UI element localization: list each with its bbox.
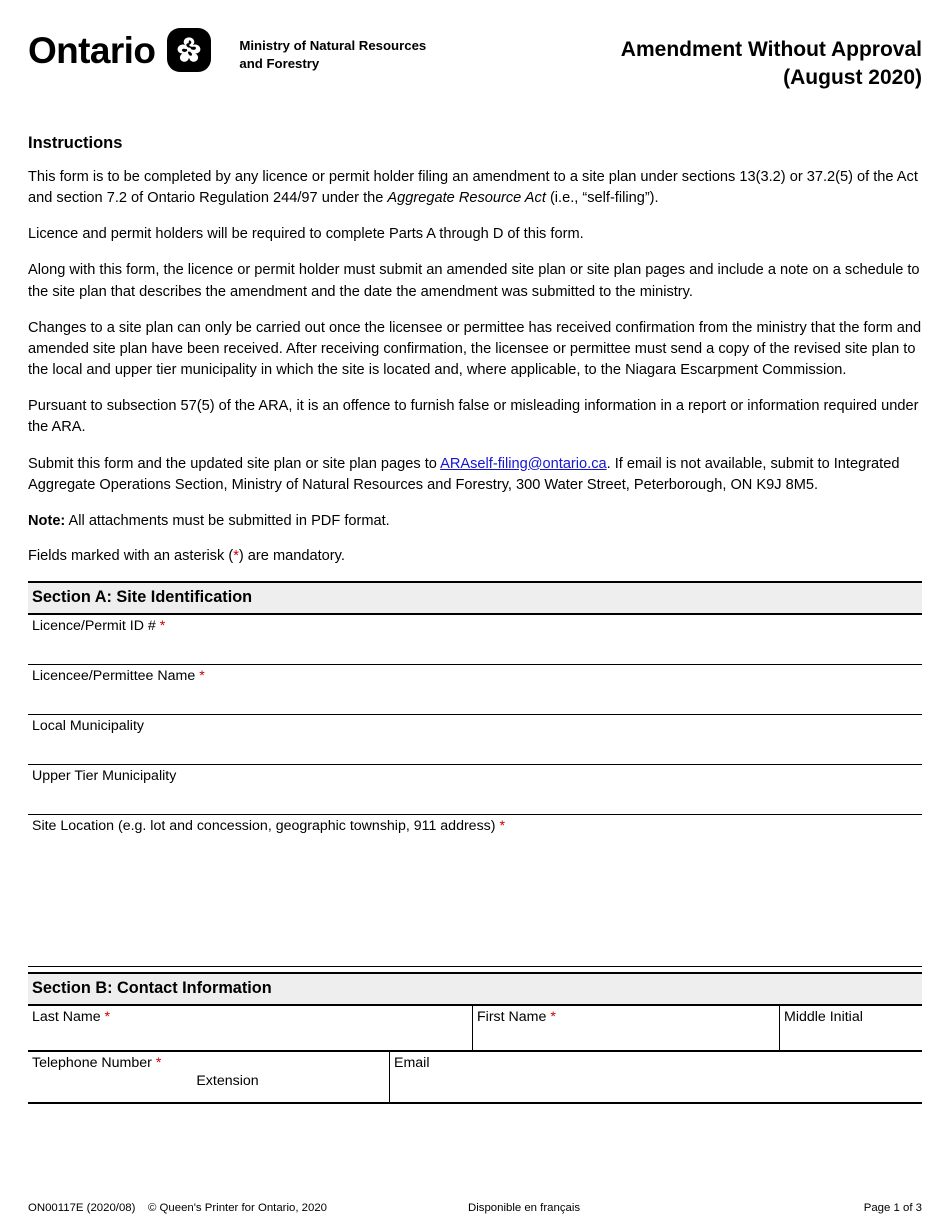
instructions-note: [28, 511, 922, 532]
field-label: [32, 768, 922, 784]
mandatory-fields-note: [28, 546, 922, 567]
field-label: [32, 718, 922, 734]
instructions-p1-part-b: (i.e., “self-filing”).: [545, 190, 659, 207]
footer-copyright: © Queen's Printer for Ontario, 2020: [148, 1202, 327, 1214]
required-asterisk: *: [159, 618, 166, 635]
field-middle-initial[interactable]: [780, 1006, 922, 1050]
instructions-paragraph-6: [28, 454, 922, 496]
instructions-paragraph-2: Licence and permit holders will be required to complete Parts A through D of this form.: [28, 226, 584, 243]
mandatory-note-part-a: Fields marked with an asterisk (: [28, 548, 234, 565]
contact-phone-email-row: [28, 1052, 922, 1104]
label-text: Telephone Number: [32, 1055, 156, 1072]
label-text: Email: [394, 1055, 430, 1072]
footer-form-id: ON00117E (2020/08): [28, 1202, 136, 1214]
required-asterisk: *: [155, 1055, 162, 1072]
instructions-p1-part-a: This form is to be completed by any licence or permit holder filing an amendment to a site plan under sections 13(3.2) or 37.2(5) of the Act and section 7.2 of Ontario Regulation 244/97 under the: [28, 169, 918, 207]
field-first-name[interactable]: [473, 1006, 780, 1050]
contact-name-row: [28, 1006, 922, 1052]
field-upper-tier-municipality[interactable]: [28, 765, 922, 815]
required-asterisk: *: [104, 1009, 111, 1026]
instructions-paragraph-1: [28, 167, 922, 209]
ontario-wordmark: Ontario: [28, 29, 156, 71]
instructions-p1-italic-act: Aggregate Resource Act: [387, 190, 546, 207]
label-text: Middle Initial: [784, 1009, 863, 1026]
label-text: Upper Tier Municipality: [32, 768, 177, 785]
label-text: First Name: [477, 1009, 551, 1026]
ontario-brand: [28, 28, 211, 72]
note-label: Note:: [28, 512, 66, 529]
field-last-name[interactable]: [28, 1006, 473, 1050]
field-label: [32, 668, 922, 684]
required-asterisk: *: [550, 1009, 556, 1026]
field-site-location[interactable]: [28, 815, 922, 967]
ministry-line-1: Ministry of Natural Resources: [239, 38, 427, 53]
instructions-paragraph-5: Pursuant to subsection 57(5) of the ARA, it is an offence to furnish false or misleading information in a report or information required under the ARA.: [28, 398, 919, 436]
ministry-line-2: and Forestry: [239, 55, 320, 71]
field-licencee-permittee-name[interactable]: [28, 665, 922, 715]
extension-label: Extension: [196, 1073, 259, 1090]
required-asterisk: *: [199, 668, 205, 685]
mandatory-note-part-b: ) are mandatory.: [238, 548, 345, 565]
mandatory-asterisk: *: [233, 548, 239, 565]
label-text: Licencee/Permittee Name: [32, 668, 200, 685]
ontario-trillium-icon: [167, 28, 211, 72]
page-header: [28, 0, 922, 96]
footer-french-availability: Disponible en français: [468, 1202, 581, 1214]
field-licence-permit-id[interactable]: [28, 615, 922, 665]
instructions-heading: Instructions: [28, 134, 123, 152]
field-local-municipality[interactable]: [28, 715, 922, 765]
document-title-line-1: Amendment Without Approval: [620, 38, 922, 61]
ministry-name: [239, 28, 426, 72]
section-b-header: Section B: Contact Information: [28, 972, 922, 1006]
instructions-p6-part-b: . If email is not available, submit to Integrated Aggregate Operations Section, Ministry of Natural Resources and Forestry, 300 Water Street, Peterborough, ON K9J 8M5.: [28, 455, 900, 493]
field-email[interactable]: [390, 1052, 922, 1102]
label-text: Local Municipality: [32, 718, 144, 735]
instructions-paragraph-4: Changes to a site plan can only be carried out once the licensee or permittee has received confirmation from the ministry that the form and amended site plan have been received. After receiving confirmation, the licensee or permittee must send a copy of the revised site plan to the local and upper tier municipality in which the site is located and, where applicable, to the Niagara Escarpment Commission.: [28, 319, 922, 379]
label-text: Site Location (e.g. lot and concession, geographic township, 911 address): [32, 818, 500, 835]
note-text: All attachments must be submitted in PDF format.: [65, 512, 390, 529]
section-a-header: Section A: Site Identification: [28, 581, 922, 615]
required-asterisk: *: [499, 818, 505, 835]
araself-filing-email-link[interactable]: ARAself-filing@ontario.ca: [440, 455, 607, 472]
document-title-line-2: (August 2020): [783, 65, 922, 89]
field-label: [32, 618, 922, 634]
instructions-p6-part-a: Submit this form and the updated site plan or site plan pages to: [28, 455, 441, 472]
field-telephone-number[interactable]: [28, 1052, 390, 1102]
label-text: Last Name: [32, 1009, 105, 1026]
instructions-paragraph-3: Along with this form, the licence or permit holder must submit an amended site plan or site plan pages and include a note on a schedule to the site plan that describes the amendment and the date the amendment was submitted to the ministry.: [28, 262, 920, 300]
field-label: [32, 818, 922, 834]
label-text: Licence/Permit ID #: [32, 618, 160, 635]
document-title: [621, 28, 922, 92]
footer-page-number: Page 1 of 3: [863, 1202, 922, 1214]
page-footer: [28, 1202, 922, 1214]
